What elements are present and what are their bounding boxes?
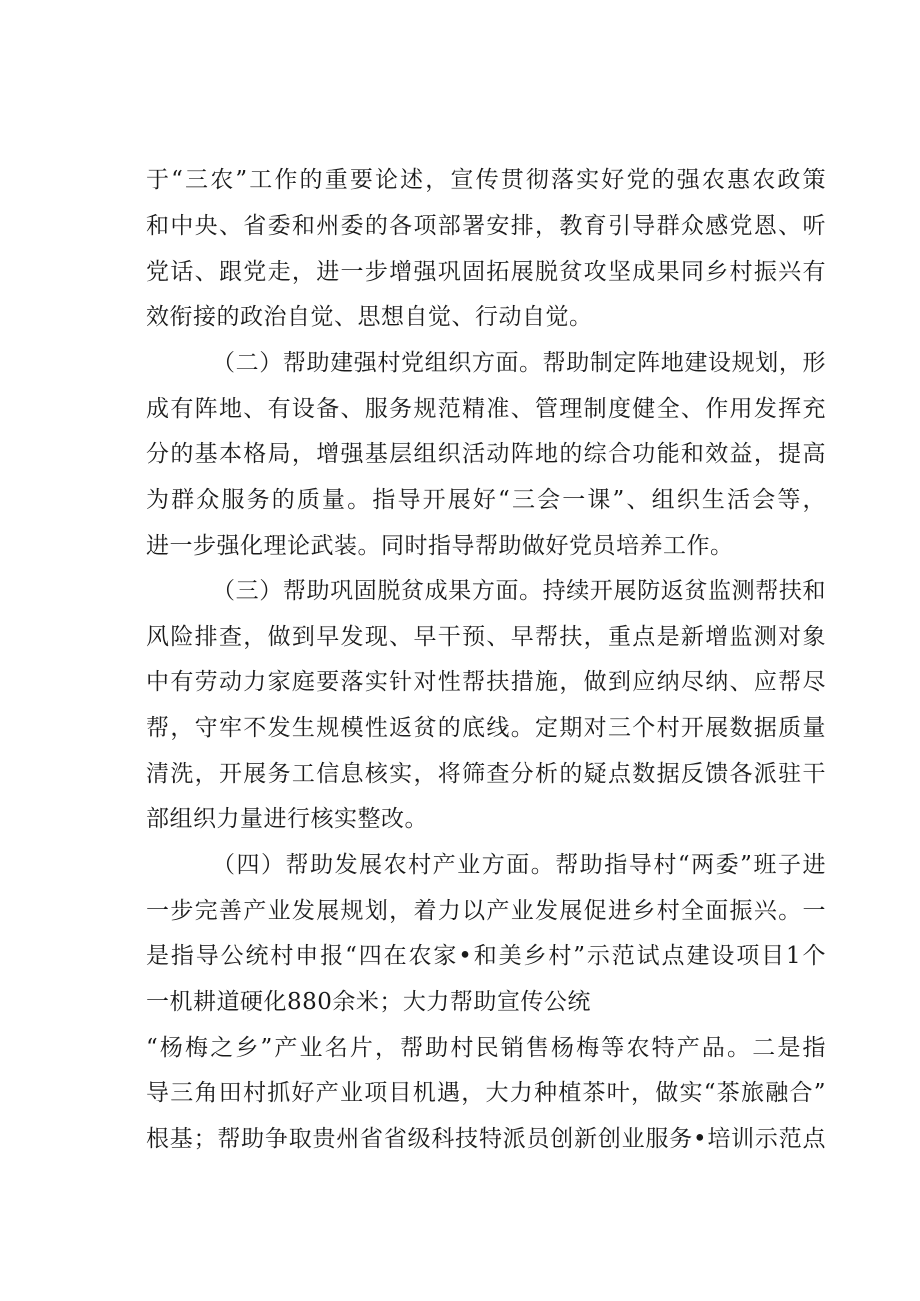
paragraph-line: 风险排查，做到早发现、早干预、早帮扶，重点是新增监测对象 [146, 624, 826, 650]
paragraph-line: 进一步强化理论武装。同时指导帮助做好党员培养工作。 [146, 533, 734, 559]
paragraph-line: 党话、跟党走，进一步增强巩固拓展脱贫攻坚成果同乡村振兴有 [146, 259, 826, 285]
paragraph-heading-line: （二）帮助建强村党组织方面。帮助制定阵地建设规划，形 [212, 350, 826, 376]
paragraph-line: 效衔接的政治自觉、思想自觉、行动自觉。 [146, 304, 593, 330]
paragraph-heading-line: （三）帮助巩固脱贫成果方面。持续开展防返贫监测帮扶和 [212, 578, 826, 604]
paragraph-line: 为群众服务的质量。指导开展好“三会一课”、组织生活会等， [146, 487, 826, 513]
paragraph-line: 一机耕道硬化880余米；大力帮助宣传公统 [146, 989, 591, 1015]
paragraph-line: 分的基本格局，增强基层组织活动阵地的综合功能和效益，提高 [146, 441, 826, 467]
paragraph-line: 清洗，开展务工信息核实，将筛查分析的疑点数据反馈各派驻干 [146, 761, 826, 787]
paragraph-line: 一步完善产业发展规划，着力以产业发展促进乡村全面振兴。一 [146, 898, 826, 924]
paragraph-line: 和中央、省委和州委的各项部署安排，教育引导群众感党恩、听 [146, 213, 826, 239]
paragraph-line: 于“三农”工作的重要论述，宣传贯彻落实好党的强农惠农政策 [146, 167, 826, 193]
paragraph-line: 帮，守牢不发生规模性返贫的底线。定期对三个村开展数据质量 [146, 715, 826, 741]
paragraph-line: 成有阵地、有设备、服务规范精准、管理制度健全、作用发挥充 [146, 396, 826, 422]
paragraph-line: 部组织力量进行核实整改。 [146, 806, 428, 832]
paragraph-line: 根基；帮助争取贵州省省级科技特派员创新创业服务•培训示范点 [146, 1126, 826, 1152]
paragraph-heading-line: （四）帮助发展农村产业方面。帮助指导村“两委”班子进 [212, 852, 826, 878]
paragraph-line: “杨梅之乡”产业名片，帮助村民销售杨梅等农特产品。二是指 [146, 1035, 826, 1061]
paragraph-line: 是指导公统村申报“四在农家•和美乡村”示范试点建设项目1个 [146, 943, 826, 969]
paragraph-line: 导三角田村抓好产业项目机遇，大力种植茶叶，做实“茶旅融合” [146, 1080, 826, 1106]
paragraph-line: 中有劳动力家庭要落实针对性帮扶措施，做到应纳尽纳、应帮尽 [146, 669, 826, 695]
